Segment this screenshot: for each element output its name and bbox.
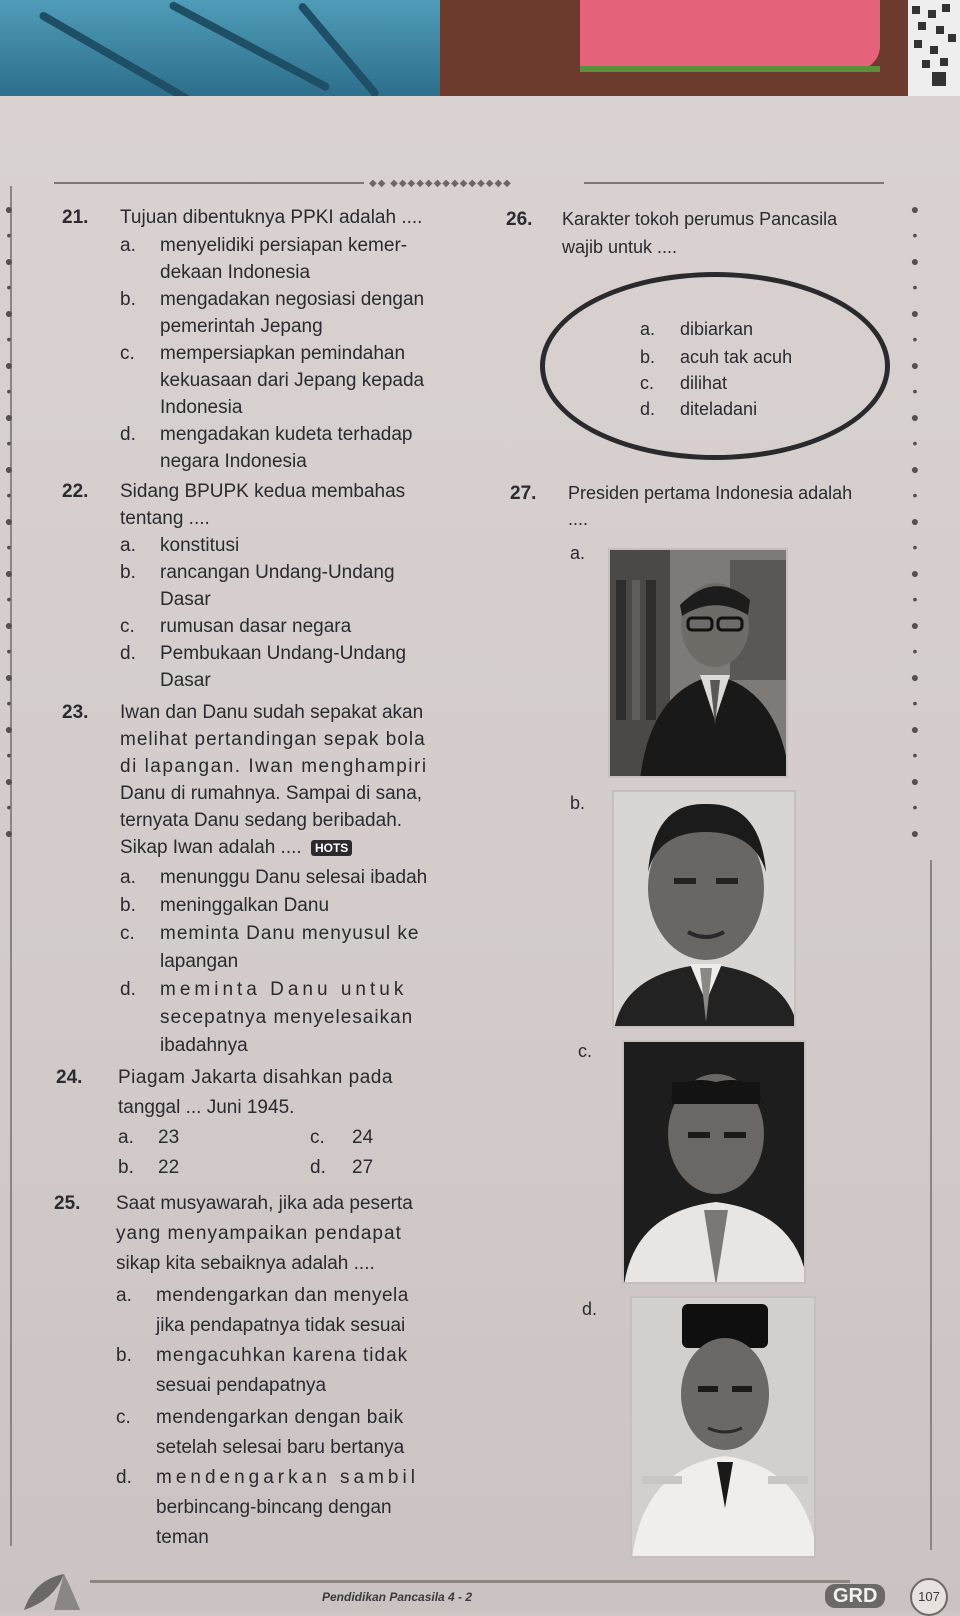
- question-number: 26.: [506, 209, 533, 230]
- option-text: sesuai pendapatnya: [156, 1375, 327, 1396]
- question-stem: tentang ....: [120, 508, 210, 529]
- option-text: Dasar: [160, 589, 211, 610]
- option-letter: d.: [116, 1467, 132, 1488]
- option-value: 27: [352, 1157, 374, 1178]
- option-text: mendengarkan dengan baik: [156, 1407, 404, 1428]
- option-letter: c.: [116, 1407, 131, 1428]
- question-number: 27.: [510, 483, 537, 504]
- option-letter: d.: [120, 979, 136, 1000]
- option-letter: b.: [570, 793, 586, 813]
- option-text: dekaan Indonesia: [160, 262, 311, 283]
- question-stem: ternyata Danu sedang beribadah.: [120, 810, 403, 831]
- option-text: dilihat: [680, 373, 728, 393]
- question-stem: Saat musyawarah, jika ada peserta: [116, 1193, 413, 1214]
- option-text: mendengarkan sambil: [156, 1467, 419, 1488]
- option-text: secepatnya menyelesaikan: [160, 1007, 414, 1028]
- option-text: meminta Danu menyusul ke: [160, 923, 420, 944]
- background-cover: [0, 0, 960, 96]
- option-text: negara Indonesia: [160, 451, 307, 472]
- option-letter: c.: [310, 1127, 325, 1148]
- portrait-option-d: [630, 1296, 816, 1558]
- option-letter: b.: [120, 895, 136, 916]
- hots-badge: HOTS: [311, 840, 352, 856]
- question-stem: Danu di rumahnya. Sampai di sana,: [120, 783, 423, 804]
- option-letter: a.: [120, 235, 136, 256]
- option-letter: c.: [120, 923, 135, 944]
- option-letter: a.: [120, 867, 136, 888]
- option-text: mendengarkan dan menyela: [156, 1285, 409, 1306]
- portrait-image: [610, 550, 788, 778]
- option-text: meninggalkan Danu: [160, 895, 330, 916]
- option-text: Dasar: [160, 670, 211, 691]
- question-stem: yang menyampaikan pendapat: [116, 1223, 402, 1244]
- left-decorative-rail: ● • ● • ● • ● • ● • ● • ● • ● • ● • ● • ● • ● • ●: [4, 201, 14, 841]
- question-stem: sikap kita sebaiknya adalah ....: [116, 1253, 375, 1274]
- portrait-option-a: [608, 548, 788, 778]
- question-number: 25.: [54, 1193, 81, 1214]
- option-text: acuh tak acuh: [680, 347, 793, 367]
- option-letter: a.: [120, 535, 136, 556]
- portrait-image: [614, 792, 796, 1028]
- footer-book-title: Pendidikan Pancasila 4 - 2: [322, 1590, 473, 1604]
- qr-code-fragment: [908, 0, 960, 96]
- option-letter: d.: [582, 1299, 598, 1319]
- question-stem: Tujuan dibentuknya PPKI adalah ....: [120, 207, 423, 228]
- option-text: kekuasaan dari Jepang kepada: [160, 370, 425, 391]
- option-text: konstitusi: [160, 535, 240, 556]
- option-text: diteladani: [680, 399, 758, 419]
- option-text: teman: [156, 1527, 209, 1548]
- option-text: menyelidiki persiapan kemer-: [160, 235, 408, 256]
- right-page-border: [930, 860, 932, 1550]
- question-number: 23.: [62, 702, 89, 723]
- option-value: 24: [352, 1127, 374, 1148]
- option-letter: a.: [118, 1127, 134, 1148]
- option-text: pemerintah Jepang: [160, 316, 323, 337]
- portrait-image: [632, 1298, 816, 1558]
- portrait-option-c: [622, 1040, 806, 1284]
- question-stem: Iwan dan Danu sudah sepakat akan: [120, 702, 424, 723]
- cover-green-line: [580, 66, 880, 72]
- question-number: 22.: [62, 481, 89, 502]
- option-text: rumusan dasar negara: [160, 616, 352, 637]
- option-letter: b.: [118, 1157, 134, 1178]
- option-text: mengacuhkan karena tidak: [156, 1345, 409, 1366]
- question-stem: wajib untuk ....: [562, 237, 678, 257]
- option-letter: b.: [116, 1345, 132, 1366]
- cover-blue-area: [0, 0, 440, 96]
- option-letter: d.: [120, 643, 136, 664]
- option-letter: c.: [640, 373, 655, 393]
- portrait-image: [624, 1042, 806, 1284]
- option-text: lapangan: [160, 951, 239, 972]
- option-text: meminta Danu untuk: [160, 979, 408, 1000]
- option-letter: a.: [116, 1285, 132, 1306]
- option-text: Pembukaan Undang-Undang: [160, 643, 407, 664]
- option-text: mempersiapkan pemindahan: [160, 343, 406, 364]
- option-text: mengadakan kudeta terhadap: [160, 424, 413, 445]
- option-text: Indonesia: [160, 397, 243, 418]
- question-stem: Piagam Jakarta disahkan pada: [118, 1067, 393, 1088]
- option-letter: a.: [640, 319, 656, 339]
- option-text: rancangan Undang-Undang: [160, 562, 395, 583]
- option-text: berbincang-bincang dengan: [156, 1497, 392, 1518]
- question-stem: ....: [568, 509, 589, 529]
- question-number: 21.: [62, 207, 89, 228]
- question-stem: Sidang BPUPK kedua membahas: [120, 481, 406, 502]
- option-letter: c.: [120, 616, 135, 637]
- option-letter: c.: [578, 1041, 593, 1061]
- question-stem: Presiden pertama Indonesia adalah: [568, 483, 853, 503]
- option-text: ibadahnya: [160, 1035, 248, 1056]
- option-text: menunggu Danu selesai ibadah: [160, 867, 428, 888]
- option-letter: c.: [120, 343, 135, 364]
- option-letter: b.: [120, 562, 136, 583]
- option-text: dibiarkan: [680, 319, 754, 339]
- question-stem: Karakter tokoh perumus Pancasila: [562, 209, 838, 229]
- option-letter: d.: [310, 1157, 326, 1178]
- question-stem: tanggal ... Juni 1945.: [118, 1097, 295, 1118]
- option-letter: d.: [120, 424, 136, 445]
- question-stem: [120, 834, 352, 861]
- question-number: 24.: [56, 1067, 83, 1088]
- option-value: 22: [158, 1157, 180, 1178]
- question-stem: melihat pertandingan sepak bola: [120, 729, 426, 750]
- option-text: jika pendapatnya tidak sesuai: [156, 1315, 406, 1336]
- decorative-top-border: ◆◆ ◆◆◆◆◆◆◆◆◆◆◆◆◆◆: [14, 178, 914, 188]
- portrait-option-b: [612, 790, 796, 1028]
- leaf-decoration-icon: [14, 1570, 84, 1610]
- option-text: setelah selesai baru bertanya: [156, 1437, 405, 1458]
- page-number: 107: [910, 1578, 948, 1616]
- publisher-logo: GRD: [825, 1584, 885, 1608]
- question-stem-text: Sikap Iwan adalah ....: [120, 837, 302, 858]
- option-letter: b.: [640, 347, 656, 367]
- option-value: 23: [158, 1127, 180, 1148]
- option-text: mengadakan negosiasi dengan: [160, 289, 425, 310]
- option-letter: a.: [570, 543, 586, 563]
- question-stem: di lapangan. Iwan menghampiri: [120, 756, 428, 777]
- right-decorative-rail: ● • ● • ● • ● • ● • ● • ● • ● • ● • ● • ● • ● • ●: [910, 201, 920, 841]
- option-letter: b.: [120, 289, 136, 310]
- option-letter: d.: [640, 399, 656, 419]
- cover-pink-area: [580, 0, 880, 70]
